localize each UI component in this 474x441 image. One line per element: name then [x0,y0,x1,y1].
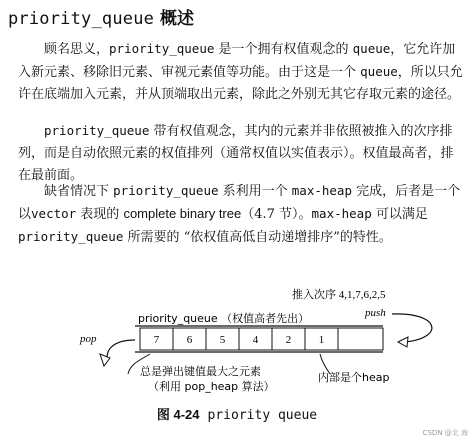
text: 系利用一个 [218,184,292,199]
text: 是一个拥有权值观念的 [214,42,353,57]
paragraph-2 [18,120,466,187]
code: priority_queue [113,183,219,198]
text: 入元素，并从顶端取出元素，除此之外别无其它存取元素的途径。 [83,87,461,102]
code: queue [352,41,391,56]
text: 缺省情况下 [44,184,114,199]
push-arrow [392,314,432,342]
code: priority_queue [18,229,124,244]
push-order-label: 推入次序 4,1,7,6,2,5 [292,289,386,301]
code: queue [360,64,398,79]
text: 完成，后者是一个以 [18,184,461,222]
left-note-line2: （利用 pop_heap 算法） [148,380,275,393]
code: vector [31,206,77,221]
text: 可以满足 [371,207,428,222]
code: priority_queue [109,41,215,56]
priority-queue-diagram [0,278,474,418]
title-text: 概述 [160,9,195,29]
push-arrow-head [398,337,408,347]
text: 素、移除旧元素、审视元素值等功能。由于这是一个 [57,65,361,80]
queue-empty-cell [338,328,383,350]
queue-cell-value: 5 [219,334,226,346]
text: （4.7 节）。 [241,207,312,222]
text: ，它允许加入新元 [18,42,456,80]
pop-label: pop [80,333,97,345]
queue-cell-value: 4 [252,334,259,346]
figure-caption [0,404,474,423]
text: 带有权值观念，其内的元素并非依照被推入的次序排列，而 [18,124,453,161]
code: max-heap [311,206,372,221]
section-title [8,4,194,29]
push-label: push [365,307,386,319]
figure-title: priority queue [207,408,318,423]
paragraph-3 [18,180,466,249]
text: 是自动依照元素的权值排列（通常权值以实值表示）。权值最高者，排在最前面。 [18,146,454,183]
code: max-heap [291,183,352,198]
queue-cell-value: 6 [186,334,193,346]
paragraph-1 [18,38,466,106]
queue-label: priority_queue （权值高者先出） [138,312,310,325]
title-code: priority_queue [8,9,155,29]
queue-cell-value: 7 [153,334,160,346]
left-note-line1: 总是弹出键值最大之元素 [140,365,261,378]
code: priority_queue [44,123,150,138]
pop-arrow-head [100,354,110,366]
text: 表现的 [76,207,124,222]
text: complete binary tree [123,206,242,221]
watermark: CSDN @北 海 [422,429,468,437]
figure-number: 图 4-24 [156,407,200,422]
queue-cell-value: 2 [285,334,292,346]
pop-arrow [107,340,135,360]
right-note: 内部是个heap [318,371,390,384]
queue-cell-value: 1 [318,334,325,346]
queue-cells [140,328,383,350]
text: 顾名思义， [44,42,110,57]
text: 所需要的 “依权值高低自动递增排序”的特性。 [123,230,392,245]
text: ，所以只允许在底端加 [18,65,463,102]
